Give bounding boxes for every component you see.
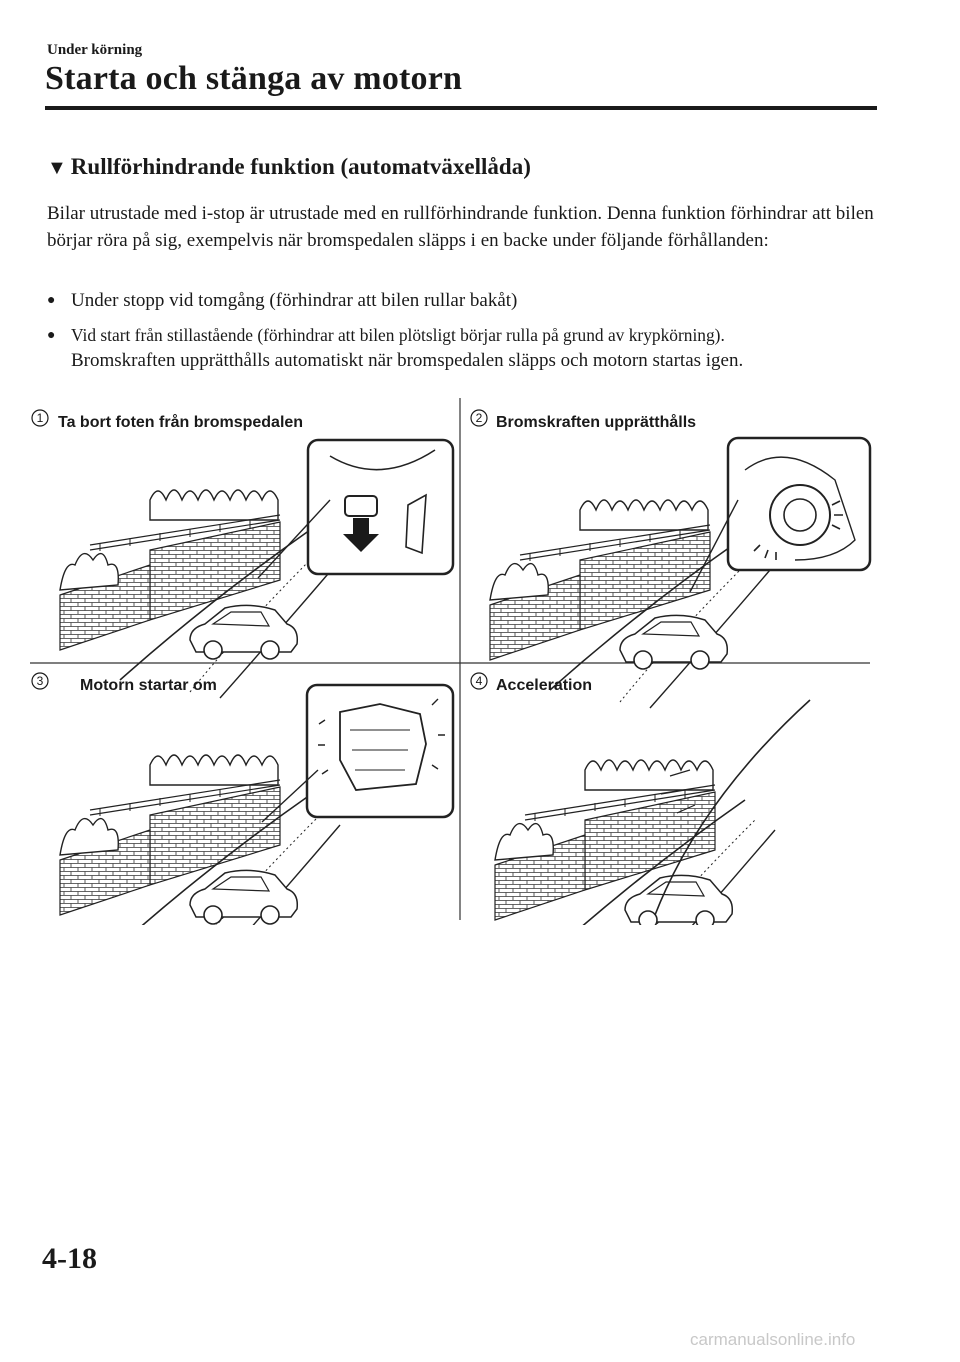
panel-3-road-scene	[60, 755, 340, 925]
subsection-heading	[47, 154, 531, 180]
panel-3-number: 3	[36, 674, 44, 688]
panel-1-number: 1	[36, 411, 44, 425]
panel-3-caption: Motorn startar om	[80, 677, 217, 694]
triangle-marker-icon: ▼	[47, 157, 67, 179]
brake-pedal-icon	[345, 496, 377, 516]
engine-block-icon	[340, 704, 426, 790]
bullet-item	[47, 322, 887, 349]
brake-pedal-inset	[308, 440, 453, 574]
panel-3	[32, 673, 453, 925]
panel-4	[471, 673, 810, 925]
panel-1-road-scene	[60, 490, 340, 698]
bullet-dot-icon: ●	[47, 293, 56, 308]
title-rule	[45, 106, 877, 110]
panel-4-road-scene	[495, 760, 775, 925]
panel-1	[32, 410, 453, 698]
section-kicker: Under körning	[47, 42, 143, 58]
panel-1-caption: Ta bort foten från bromspedalen	[58, 414, 304, 431]
roll-prevention-illustration	[0, 395, 960, 925]
accelerator-pedal-icon	[406, 495, 426, 553]
bullet-text: Under stopp vid tomgång (förhindrar att bilen rullar bakåt)	[71, 290, 518, 311]
page-title: Starta och stänga av motorn	[45, 60, 463, 97]
subsection-heading-text: Rullförhindrande funktion (automatväxellåda)	[70, 154, 531, 179]
intro-paragraph: Bilar utrustade med i-stop är utrustade med en rullförhindrande funktion. Denna funktion förhindrar att bilen börjar röra på sig, exempelvis när bromspedalen släpps i en backe under följande förhållanden:	[47, 203, 874, 251]
bullet-text: Vid start från stillastående (förhindrar att bilen plötsligt börjar rulla på grund av krypkörning).	[71, 325, 725, 345]
bullet-item	[47, 287, 887, 314]
bullet-dot-icon: ●	[47, 328, 56, 343]
panel-2-caption: Bromskraften upprätthålls	[496, 414, 697, 431]
panel-2-number: 2	[475, 411, 483, 425]
panel-4-caption: Acceleration	[496, 677, 593, 694]
bullet-continuation: Bromskraften upprätthålls automatiskt när bromspedalen släpps och motorn startas igen.	[71, 350, 744, 371]
footer-watermark: carmanualsonline.info	[690, 1330, 856, 1349]
page-number: 4-18	[42, 1242, 97, 1275]
panel-4-number: 4	[475, 674, 483, 688]
